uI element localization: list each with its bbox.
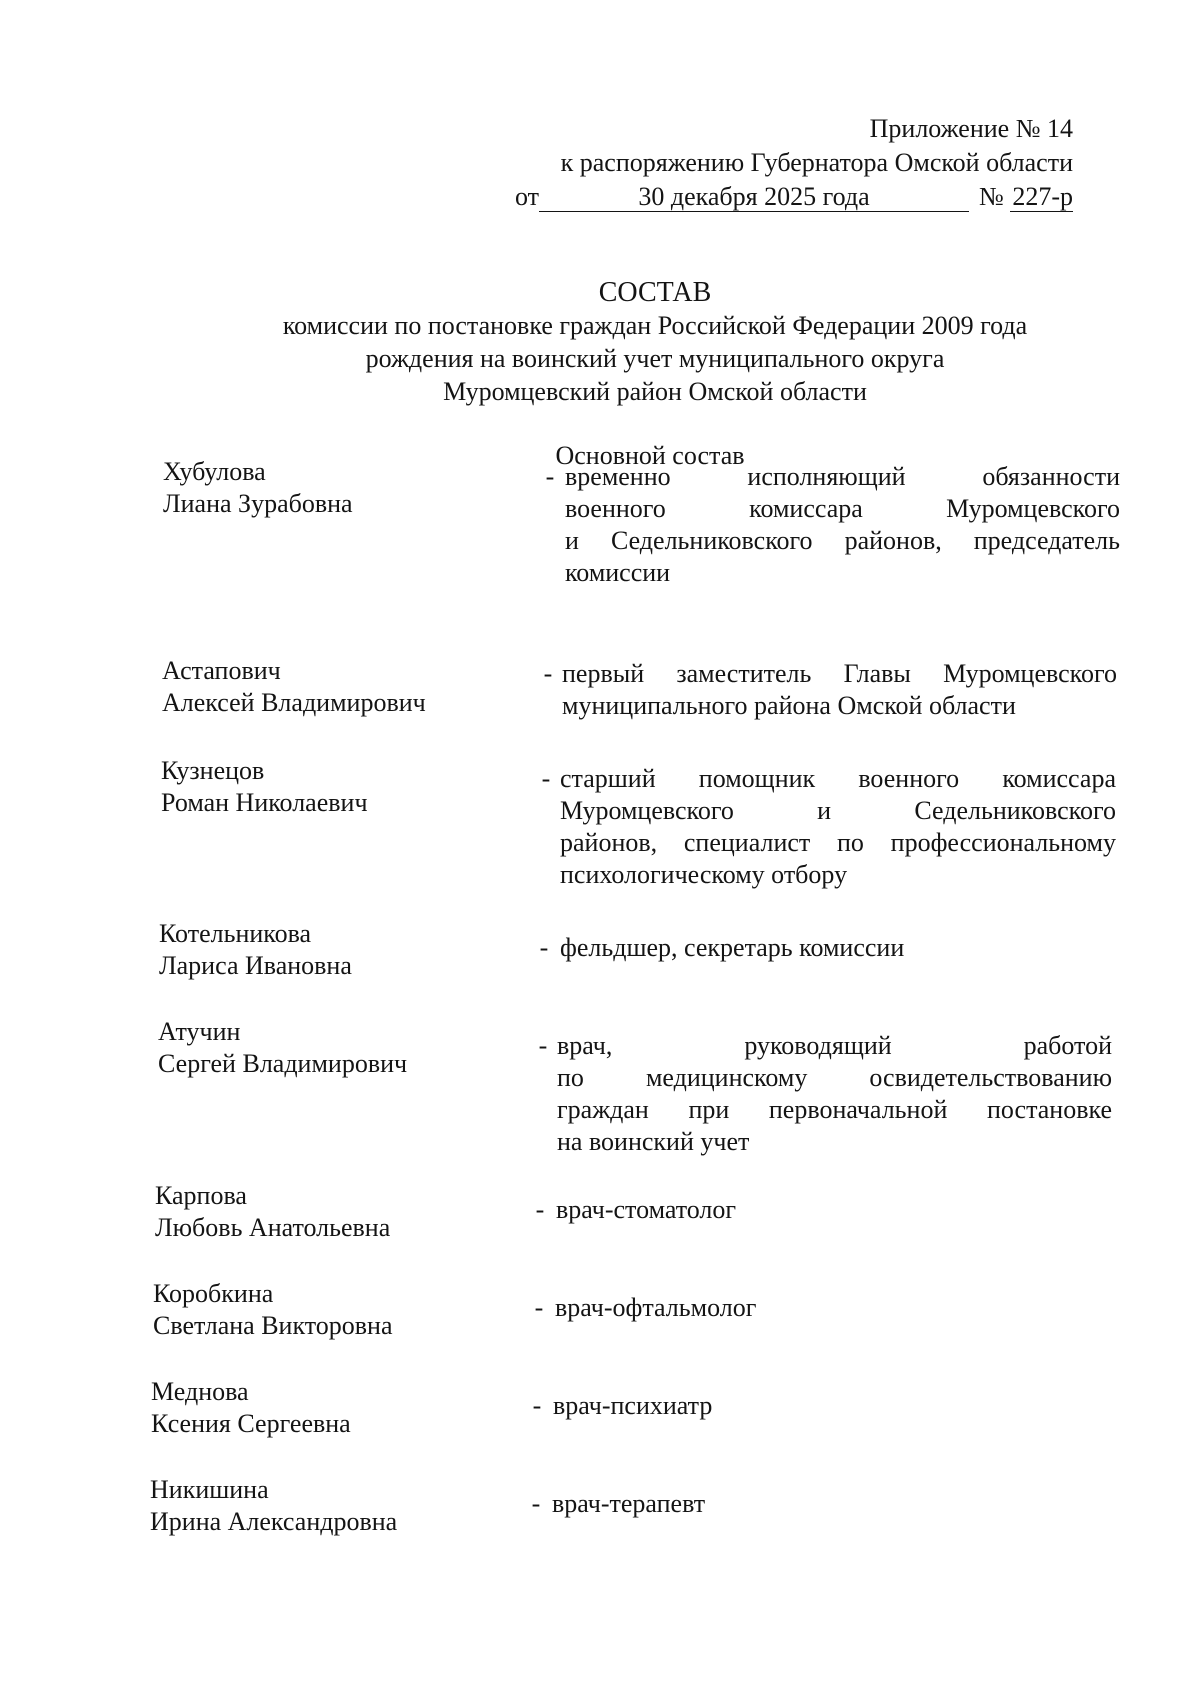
order-number: 227-р (1012, 182, 1073, 211)
dash: - (543, 659, 553, 688)
member-given-names: Алексей Владимирович (162, 688, 426, 717)
document-title (180, 276, 1130, 408)
dash: - (541, 764, 551, 793)
member-name (159, 918, 499, 982)
role-line: муниципального района Омской области (562, 691, 1016, 720)
role-line: врач-стоматолог (556, 1195, 737, 1224)
member-surname: Никишина (150, 1475, 269, 1504)
member-surname: Атучин (158, 1017, 241, 1046)
order-date: 30 декабря 2025 года (539, 183, 969, 212)
role-line: фельдшер, секретарь комиссии (560, 933, 905, 962)
member-name (150, 1474, 490, 1538)
member-given-names: Лариса Ивановна (159, 951, 352, 980)
role-line: районов, специалист по профессиональному (560, 828, 1116, 857)
member-role (560, 763, 1116, 891)
dash: - (545, 462, 555, 491)
title-line-1: комиссии по постановке граждан Российской Федерации 2009 года (282, 311, 1028, 340)
role-line: Муромцевского и Седельниковского (560, 796, 1116, 825)
role-line: врач-терапевт (552, 1489, 706, 1518)
member-given-names: Ксения Сергеевна (151, 1409, 351, 1438)
member-role (553, 1390, 1108, 1422)
member-surname: Котельникова (159, 919, 312, 948)
dash: - (538, 1031, 548, 1060)
member-role (556, 1194, 1111, 1226)
member-role (565, 461, 1120, 589)
member-surname: Карпова (155, 1181, 247, 1210)
dash: - (539, 933, 549, 962)
role-line: врач, руководящий работой (557, 1031, 1112, 1060)
order-date-line (473, 180, 1073, 214)
role-line: по медицинскому освидетельствованию (557, 1063, 1112, 1092)
member-role (557, 1030, 1112, 1158)
section-heading: Основной состав (555, 441, 745, 470)
member-surname: Кузнецов (161, 756, 265, 785)
member-given-names: Любовь Анатольевна (155, 1213, 391, 1242)
number-label: № (979, 182, 1004, 211)
member-surname: Хубулова (163, 457, 266, 486)
title-line-2: рождения на воинский учет муниципального округа (365, 344, 945, 373)
member-role (560, 932, 1115, 964)
role-line: граждан при первоначальной постановке (557, 1095, 1112, 1124)
appendix-label: Приложение № 14 (869, 114, 1073, 143)
member-name (163, 456, 503, 520)
member-name (155, 1180, 495, 1244)
role-line: первый заместитель Главы Муромцевского (562, 659, 1117, 688)
member-given-names: Сергей Владимирович (158, 1049, 408, 1078)
member-surname: Астапович (162, 656, 281, 685)
member-role (562, 658, 1117, 722)
member-surname: Меднова (151, 1377, 249, 1406)
member-given-names: Светлана Викторовна (153, 1311, 393, 1340)
role-line: временно исполняющий обязанности (565, 462, 1120, 491)
date-prefix: от (514, 182, 540, 211)
title-line-3: Муромцевский район Омской области (443, 377, 867, 406)
member-surname: Коробкина (153, 1279, 274, 1308)
member-role (552, 1488, 1107, 1520)
member-given-names: Лиана Зурабовна (163, 489, 353, 518)
member-role (555, 1292, 1110, 1324)
member-given-names: Ирина Александровна (150, 1507, 398, 1536)
member-name (158, 1016, 498, 1080)
member-given-names: Роман Николаевич (161, 788, 368, 817)
role-line: комиссии (565, 558, 671, 587)
dash: - (531, 1489, 541, 1518)
title-main: СОСТАВ (598, 277, 712, 308)
member-name (161, 755, 501, 819)
dash: - (534, 1293, 544, 1322)
role-line: на воинский учет (557, 1127, 750, 1156)
appendix-header (473, 112, 1073, 214)
dash: - (532, 1391, 542, 1420)
role-line: психологическому отбору (560, 860, 848, 889)
dash: - (535, 1195, 545, 1224)
role-line: врач-психиатр (553, 1391, 713, 1420)
member-name (162, 655, 502, 719)
role-line: и Седельниковского районов, председатель (565, 526, 1120, 555)
role-line: врач-офтальмолог (555, 1293, 757, 1322)
member-name (153, 1278, 493, 1342)
role-line: старший помощник военного комиссара (560, 764, 1116, 793)
order-reference: к распоряжению Губернатора Омской области (560, 148, 1073, 177)
role-line: военного комиссара Муромцевского (565, 494, 1120, 523)
member-name (151, 1376, 491, 1440)
